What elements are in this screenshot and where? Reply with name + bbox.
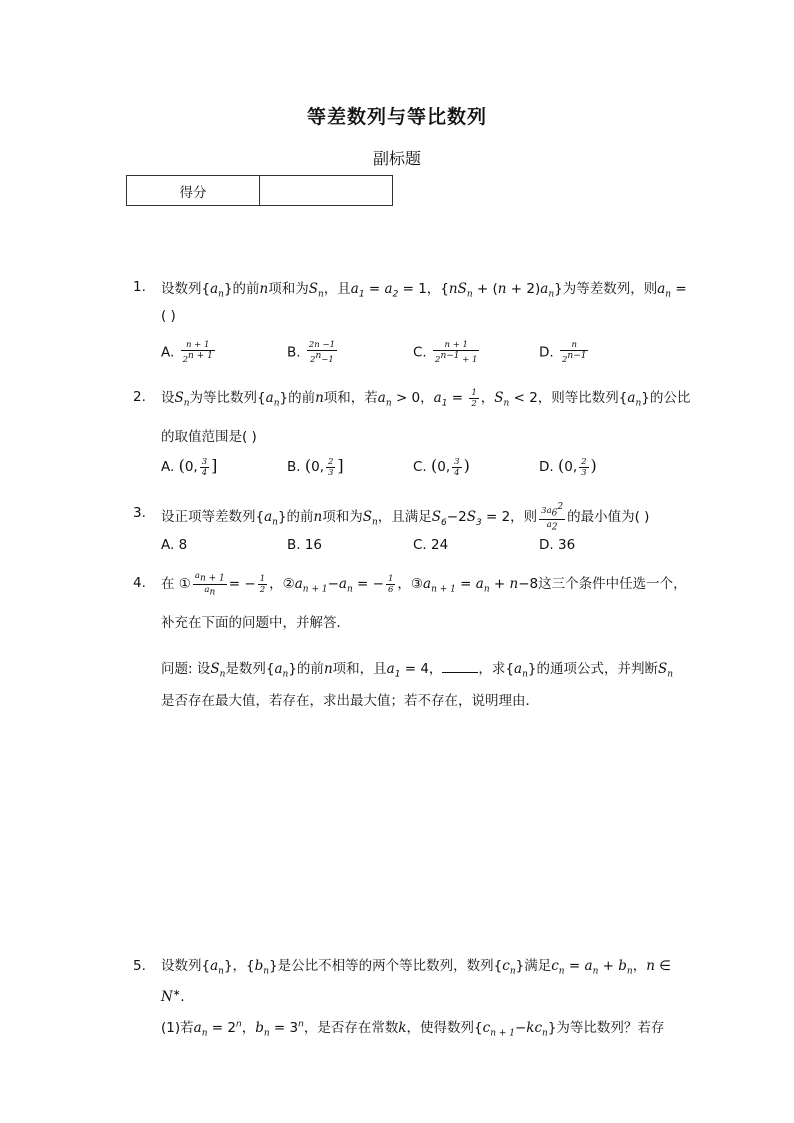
- q5-stem: 设数列$\{a_n\}$，$\{b_n\}$是公比不相等的两个等比数列，数列$\{c_n\}$满足$c_n = a_n + b_n$，n ∈: [161, 958, 671, 977]
- q1-number: 1.: [133, 279, 146, 295]
- q1-option-a[interactable]: A. $\frac{n + 1}{2^{n + 1}}$: [161, 340, 213, 365]
- q4-line4: 是否存在最大值，若存在，求出最大值；若不存在，说明理由．: [161, 693, 539, 709]
- score-label: 得分: [127, 176, 260, 206]
- q1-option-c[interactable]: C. $\frac{n + 1}{2^{n-1} + 1}$: [413, 340, 478, 365]
- q5-part1: (1)若$a_n = 2^n$，$b_n = 3^n$，是否存在常数k，使得数列$\{c_{n + 1}-kc_n\}$为等比数列？若存: [161, 1019, 665, 1039]
- q2-stem: 设$S_n$为等比数列$\{a_n\}$的前n项和，若$a_n > 0$，$a_1$ = $\frac{1}{2}$ ，$S_n < 2$，则等比数列$\{a_n\}$的公比: [161, 387, 691, 409]
- q1-stem: 设数列$\{a_n\}$的前n项和为$S_n$，且$a_1 = a_2 = 1$，$\{nS_n + (n + 2)a_n\}$为等差数列，则$a_n$ =: [161, 281, 687, 300]
- q3-number: 3.: [133, 505, 146, 521]
- q3-stem: 设正项等差数列$\{a_n\}$的前n项和为$S_n$，且满足$S_6-2S_3 = 2$，则 $\frac{3a_6^2}{a_2}$ 的最小值为( ): [161, 502, 650, 533]
- q3-option-d[interactable]: D. 36: [539, 537, 576, 553]
- q4-number: 4.: [133, 575, 146, 591]
- q2-number: 2.: [133, 389, 146, 405]
- q1-option-d[interactable]: D. $\frac{n}{2^{n-1}}$: [539, 340, 587, 365]
- q4-line2: 补充在下面的问题中，并解答．: [161, 615, 350, 631]
- score-input-cell[interactable]: [260, 176, 393, 206]
- q2-option-c[interactable]: C. (0, $\frac{3}{4}$ ): [413, 456, 470, 478]
- score-table: [126, 175, 393, 206]
- q4-problem: 问题: 设$S_n$是数列$\{a_n\}$的前n项和，且$a_1 = 4$， ，求$\{a_n\}$的通项公式，并判断$S_n$: [161, 661, 674, 680]
- q2-paren: 的取值范围是( ): [161, 429, 257, 445]
- q2-option-b[interactable]: B. (0, $\frac{2}{3}$ ]: [287, 456, 344, 478]
- q2-option-a[interactable]: A. (0, $\frac{3}{4}$ ]: [161, 456, 218, 478]
- q3-option-a[interactable]: A. 8: [161, 537, 188, 553]
- q5-number: 5.: [133, 958, 146, 974]
- q1-option-b[interactable]: B. $\frac{2n -1}{2^n-1}$: [287, 340, 335, 365]
- q5-stem-2: N∗．: [161, 988, 194, 1005]
- q2-option-d[interactable]: D. (0, $\frac{2}{3}$ ): [539, 456, 597, 478]
- q3-option-b[interactable]: B. 16: [287, 537, 323, 553]
- q4-stem: 在 ① $\frac{a_{n + 1}}{a_n}$ = − $\frac{1}{2}$ ，$②a_{n + 1}-a_n$ = − $\frac{1}{6}$ ，$③a_{n + 1} = a_n + n-8$这三个条件中任选一个，: [161, 571, 687, 598]
- q1-paren: ( ): [161, 308, 176, 324]
- page-title: 等差数列与等比数列: [306, 106, 487, 128]
- q3-option-c[interactable]: C. 24: [413, 537, 449, 553]
- page-subtitle: 副标题: [372, 149, 421, 168]
